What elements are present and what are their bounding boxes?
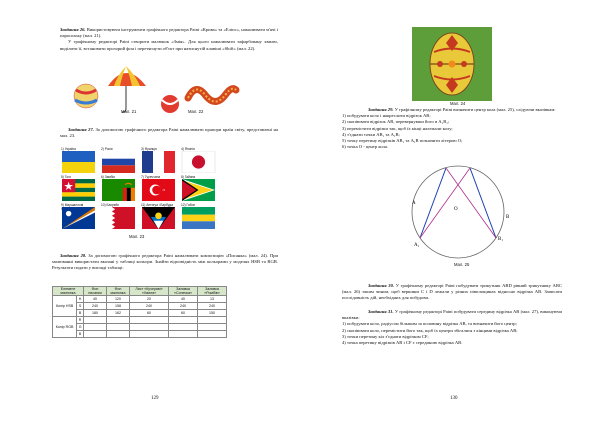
flags-grid [60,147,217,229]
task31-text: У графічному редакторі Paint побудувати середину відрізка AB (мал. 27), виконуючи вказівки: [342,309,562,321]
flag-label: 6) Замбія [101,175,115,179]
task26-block [60,27,278,52]
flag-zambia [100,175,137,201]
table-cell: B [77,310,84,317]
table-row [53,303,227,310]
fig22-caption: Мал. 22 [188,109,204,114]
task30-text: У графічному редакторі Paint побудувати трикутник ABD рівний трикутнику ABC (мал. 26) таким чином, щоб вершини C і D лежали у різних півплощинах відносно відрізка AB. Записати послідовність дій, необхідних для побудови. [342,283,562,301]
flag-guyana [180,175,217,201]
fig23-caption: Мал. 23 [129,234,145,239]
flag-label: 1) Україна [61,147,76,151]
task31-title: Завдання 31. [368,309,394,314]
flag-togo [60,175,97,201]
table-cell: 240 [84,303,107,310]
flag-ukraine [60,147,97,173]
table-cell: 120 [107,296,130,303]
task29-title: Завдання 29. [368,107,394,112]
flag-bahrain [100,203,137,229]
page-number-right: 130 [450,396,458,401]
task28-title: Завдання 28. [60,253,87,258]
task31-step: 1) побудувати коло, радіусом більшим за половину відрізка AB, та визначити його центр; [342,321,517,327]
point-label-B1: B₁ [498,237,504,242]
color-table [52,286,227,338]
flag-label: 12) Габон [181,203,196,207]
task26-text-1: Використовуючи інструменти графічного редактора Paint «Крива» та «Еліпс», намалювати м'ячі і парасольку (мал. 21). [60,27,278,39]
table-header: Елемент малюнка [53,287,84,296]
table-row [53,317,227,324]
fig21-caption: Мал. 21 [121,109,137,114]
table-cell: 40 [84,296,107,303]
task29-step: 4) з'єднати точки AB₁ та A₁B; [342,131,400,137]
flag-label: 3) Франція [141,147,157,151]
task31-block [342,309,562,346]
flag-label: 4) Японія [181,147,195,151]
flag-russia [100,147,137,173]
circle-center-diagram [390,160,530,270]
task27-block [60,127,278,139]
flag-antigua [140,203,177,229]
table-cell: 240 [130,303,169,310]
flag-label: 7) Туреччина [141,175,161,179]
table-cell: Колір RGB [53,317,77,338]
table-header: Лист «Кучеряві» «Хвиля» [130,287,169,296]
point-label-A1: A₁ [414,243,420,248]
table-header: Заливка «Ромбів» [198,287,227,296]
point-label-O: O [454,207,458,212]
right-page [300,0,600,424]
table-cell: 20 [130,296,169,303]
flag-france [140,147,177,173]
task30-block [342,283,562,302]
table-cell: R [77,317,84,324]
task29-text: У графічному редакторі Paint визначити центр кола (мал. 25), слідуючи вказівкам: [394,107,556,112]
flag-turkey [140,175,177,201]
task27-title: Завдання 27. [68,127,94,132]
flag-label: 10) Бахрейн [101,203,120,207]
task27-text: За допомогою графічного редактора Paint намалювати прапори країн світу, представлені на мал. 23. [60,127,278,139]
table-cell: 40 [169,296,198,303]
table-cell: 180 [84,310,107,317]
flag-label: 11) Антигуа і Барбуда [141,203,173,207]
table-cell: 162 [107,310,130,317]
point-label-A: A [412,201,416,206]
task26-paragraph-2: У графічному редакторі Paint створити малюнок «Змія». Для цього намалювати зафарбовану хвилю, виділити її, встановити прозорий фон і перетягнути об'єкт при натиснутій клавіші «Shift» (мал. 22). [60,39,278,51]
table-cell: G [78,325,82,329]
task29-step: 5) точку перетину відрізків AB₁ та A₁B позначити літерою O; [342,138,463,144]
table-cell: H [77,296,84,303]
flag-gabon [180,203,217,229]
task31-step: 4) точка перетину відрізків AB і CF є серединою відрізка AB. [342,340,463,346]
table-header-row [53,287,227,296]
fig24-caption: Мал. 24 [450,101,466,106]
table-row [53,310,227,317]
table-cell: 60 [130,310,169,317]
task28-text: За допомогою графічного редактора Paint намалювати композицію «Писанка» (мал. 24). При малюванні використати вказані у таблиці кольори. Знайти відповідність між кольорами у моделях HSB та RGB. Результати подати у вигляді таблиці: [52,253,278,271]
umbrella [108,73,146,86]
fig25-caption: Мал. 25 [454,262,470,267]
table-cell: 150 [198,310,227,317]
table-cell: 158 [107,303,130,310]
table-cell: 240 [169,303,198,310]
pysanka-illustration [412,27,492,101]
balls-umbrella-illustration [70,60,240,120]
task31-step: 2) скопіювати коло, перемістити його так, щоб їх центри збігалися з кінцями відрізка AB; [342,327,518,333]
table-cell: B [77,331,84,338]
table-header: Фон малюнка [107,287,130,296]
task29-step: 3) перемістити відрізки так, щоб їх кінці належали колу; [342,125,453,131]
flag-japan [180,147,217,173]
flag-marshall [60,203,97,229]
table-cell: Колір HSB [53,296,77,317]
flag-label: 5) Того [61,175,72,179]
point-label-B: B [506,215,510,220]
task26-title: Завдання 26. [60,27,86,32]
table-row [53,331,227,338]
flag-label: 2) Росія [101,147,113,151]
flag-label: 8) Гайана [181,175,196,179]
task29-step: 2) скопіювати відрізок AB, перевернувши його в A₁B₁; [342,119,450,125]
table-row [53,296,227,303]
page-number-left: 129 [151,396,159,401]
table-header: Фон писанки [84,287,107,296]
task26-paragraph-1 [60,27,278,39]
table-cell: S [77,303,84,310]
task29-block [342,107,562,150]
task29-step: 6) точка O - центр кола. [342,144,389,150]
table-header: Заливка «Сонечка» [169,287,198,296]
task31-step: 3) точки перетину кіл з'єднати відрізком CF; [342,333,429,339]
task28-block [52,253,278,272]
task29-step: 1) побудувати коло і накреслити відрізок AB; [342,113,431,119]
table-cell: 60 [169,310,198,317]
table-row [53,324,227,331]
task30-title: Завдання 30. [368,283,395,288]
flag-label: 9) Маршаллові [60,203,97,211]
table-cell: 13 [198,296,227,303]
table-cell: 240 [198,303,227,310]
